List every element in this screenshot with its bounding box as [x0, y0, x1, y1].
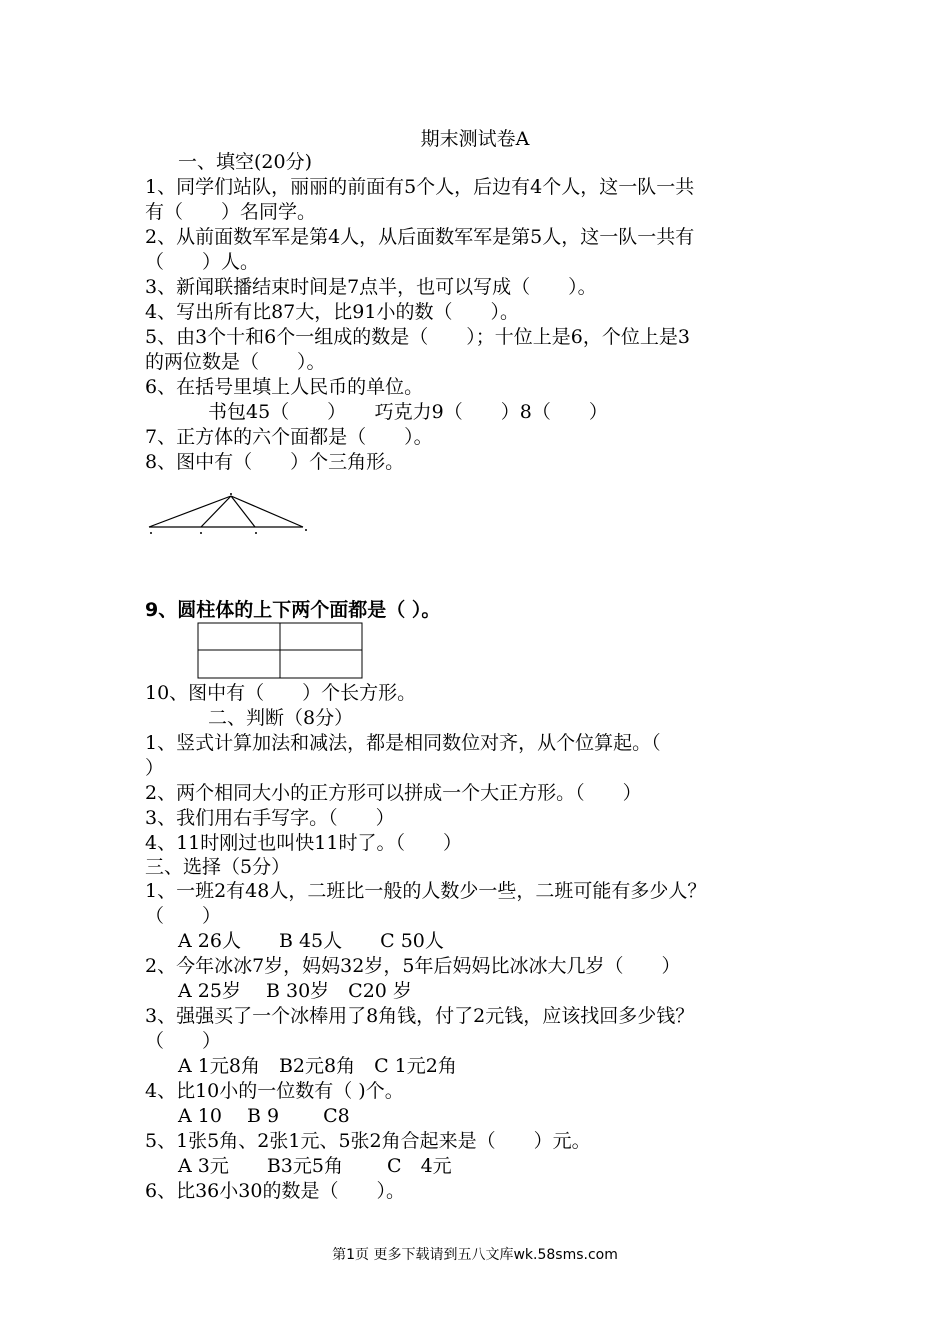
question-2-2: 2、两个相同大小的正方形可以拼成一个大正方形。（ ） [145, 782, 642, 804]
question-3-3-options: A 1元8角 B2元8角 C 1元2角 [178, 1055, 457, 1077]
question-3-1a: 1、一班2有48人，二班比一般的人数少一些，二班可能有多少人？ [145, 880, 707, 902]
section1-heading: 一、填空(20分) [178, 151, 313, 173]
question-3-5-options: A 3元 B3元5角 C 4元 [178, 1155, 452, 1177]
question-3-1-options: A 26人 B 45人 C 50人 [178, 930, 444, 952]
question-1-5b: 的两位数是（ ）。 [145, 351, 326, 373]
section3-heading: 三、选择（5分） [145, 856, 291, 878]
question-1-6: 6、在括号里填上人民币的单位。 [145, 376, 424, 398]
question-2-1b: ） [145, 757, 165, 779]
question-1-3: 3、新闻联播结束时间是7点半，也可以写成（ ）。 [145, 276, 597, 298]
question-1-10: 10、图中有（ ）个长方形。 [145, 682, 417, 704]
question-1-2a: 2、从前面数军军是第4人，从后面数军军是第5人，这一队一共有 [145, 226, 695, 248]
question-2-4: 4、11时刚过也叫快11时了。（ ） [145, 832, 462, 854]
question-1-8: 8、图中有（ ）个三角形。 [145, 451, 405, 473]
question-1-9: 9、圆柱体的上下两个面都是（ ）。 [145, 599, 441, 621]
question-1-6-items: 书包45（ ） 巧克力9（ ）8（ ） [208, 401, 608, 423]
question-3-6: 6、比36小30的数是（ ）。 [145, 1180, 405, 1202]
question-3-3a: 3、强强买了一个冰棒用了8角钱，付了2元钱，应该找回多少钱？ [145, 1005, 695, 1027]
question-1-2b: （ ）人。 [145, 251, 260, 273]
rectangle-grid-figure [197, 622, 365, 680]
question-3-2: 2、今年冰冰7岁，妈妈32岁，5年后妈妈比冰冰大几岁（ ） [145, 955, 681, 977]
page-footer: 第1页 更多下载请到五八文库wk.58sms.com [332, 1247, 618, 1263]
page-title: 期末测试卷A [420, 128, 530, 150]
question-3-4-options: A 10 B 9 C8 [178, 1105, 350, 1127]
question-3-4: 4、比10小的一位数有（ )个。 [145, 1080, 404, 1102]
question-1-1a: 1、同学们站队，丽丽的前面有5个人，后边有4个人，这一队一共 [145, 176, 695, 198]
question-2-3: 3、我们用右手写字。（ ） [145, 807, 395, 829]
question-1-4: 4、写出所有比87大，比91小的数（ ）。 [145, 301, 519, 323]
question-1-7: 7、正方体的六个面都是（ ）。 [145, 426, 433, 448]
question-3-2-options: A 25岁 B 30岁 C20 岁 [178, 980, 412, 1002]
question-3-1b: （ ） [145, 905, 222, 927]
question-2-1a: 1、竖式计算加法和减法，都是相同数位对齐，从个位算起。（ [145, 732, 661, 754]
question-3-3b: （ ） [145, 1030, 222, 1052]
question-1-5a: 5、由3个十和6个一组成的数是（ ）；十位上是6，个位上是3 [145, 326, 690, 348]
triangle-figure [145, 490, 310, 538]
question-1-1b: 有（ ）名同学。 [145, 201, 317, 223]
section2-heading: 二、判断（8分） [208, 707, 354, 729]
question-3-5: 5、1张5角、2张1元、5张2角合起来是（ ）元。 [145, 1130, 591, 1152]
